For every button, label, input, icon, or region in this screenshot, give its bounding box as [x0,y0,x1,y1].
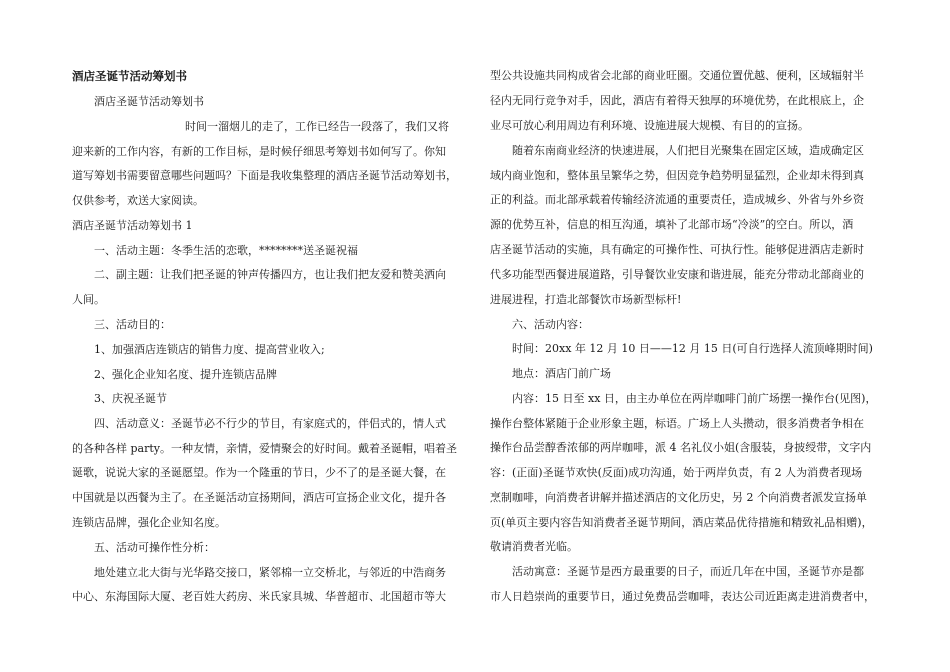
paragraph-line: 操作台品尝醇香浓郁的两岸咖啡，派 4 名礼仪小姐(含服装，身披绶带，文字内 [490,441,872,454]
paragraph-line: 正的利益。而北部承载着传输经济流通的重要责任，造成城乡、外省与外乡资 [490,193,864,206]
paragraph-line: 3、庆祝圣诞节 [94,392,167,405]
paragraph-line: 迎来新的工作内容，有新的工作目标，是时候仔细思考筹划书如何写了。你知 [72,145,446,158]
paragraph-line: 连锁店品牌，强化企业知名度。 [72,516,226,529]
paragraph-line: 活动寓意：圣诞节是西方最重要的日子，而近几年在中国，圣诞节亦是都 [512,565,864,578]
paragraph-line: 敬请消费者光临。 [490,540,578,553]
paragraph-line: 二、副主题：让我们把圣诞的钟声传播四方，也让我们把友爱和赞美洒向 [94,268,446,281]
paragraph-line: 诞歌，说说大家的圣诞愿望。作为一个隆重的节日，少不了的是圣诞大餐，在 [72,466,446,479]
paragraph-line: 店圣诞节活动的实施，具有确定的可操作性、可执行性。能够促进酒店走新时 [490,243,864,256]
paragraph-line: 径内无同行竞争对手，因此，酒店有着得天独厚的环境优势，在此根底上，企 [490,94,864,107]
paragraph-line: 进展进程，打造北部餐饮市场新型标杆! [490,293,682,306]
paragraph-line: 1、加强酒店连锁店的销售力度、提高营业收入; [94,343,325,356]
paragraph-line: 人间。 [72,293,105,306]
document-title: 酒店圣诞节活动筹划书 [72,69,187,83]
paragraph-line: 市人日趋崇尚的重要节日，通过免费品尝咖啡，表达公司近距离走进消费者中， [490,590,875,603]
paragraph-line: 三、活动目的： [94,318,171,331]
section-heading: 酒店圣诞节活动筹划书 1 [72,219,193,232]
paragraph-line: 道写筹划书需要留意哪些问题吗？下面是我收集整理的酒店圣诞节活动筹划书， [72,169,457,182]
paragraph-line: 时间：20xx 年 12 月 10 日——12 月 15 日(可自行选择人流顶峰期时间) [512,342,873,355]
paragraph-line: 源的优势互补，信息的相互沟通，填补了北部市场“冷淡”的空白。所以，酒 [490,218,854,231]
subtitle-line: 酒店圣诞节活动筹划书 [94,95,204,108]
paragraph-line: 仅供参考，欢送大家阅读。 [72,194,204,207]
paragraph-line: 中国就是以西餐为主了。在圣诞活动宣扬期间，酒店可宣扬企业文化，提升各 [72,491,446,504]
section-heading: 六、活动内容： [512,318,589,331]
paragraph-line: 烹制咖啡，向消费者讲解并描述酒店的文化历史，另 2 个向消费者派发宣扬单 [490,491,867,504]
paragraph-line: 地点：酒店门前广场 [512,367,611,380]
paragraph-line: 2、强化企业知名度、提升连锁店品牌 [94,368,277,381]
paragraph-line: 业尽可放心利用周边有利环境、设施进展大规模、有目的的宣扬。 [490,119,809,132]
paragraph-line: 容：(正面)圣诞节欢快(反面)成功沟通，始于两岸负责，有 2 人为消费者现场 [490,466,863,479]
paragraph-line: 页(单页主要内容告知消费者圣诞节期间，酒店菜品优待措施和精致礼品相赠)， [490,516,873,529]
paragraph-line: 型公共设施共同构成省会北部的商业旺圈。交通位置优越、便利，区域辐射半 [490,69,864,82]
paragraph-line: 代多功能型西餐进展道路，引导餐饮业安康和谐进展，能充分带动北部商业的 [490,268,864,281]
paragraph-line: 的各种各样 party。一种友情，亲情，爱情聚会的好时间。戴着圣诞帽，唱着圣 [72,442,457,455]
paragraph-line: 内容：15 日至 xx 日，由主办单位在两岸咖啡门前广场摆一操作台(见图)， [512,392,877,405]
paragraph-line: 一、活动主题：冬季生活的恋歌，********送圣诞祝福 [94,244,358,257]
paragraph-line: 域内商业饱和，整体虽呈繁华之势，但因竞争趋势明显猛烈，企业却未得到真 [490,169,864,182]
paragraph-line: 操作台整体紧随于企业形象主题，标语。广场上人头攒动，很多消费者争相在 [490,417,864,430]
paragraph-line: 五、活动可操作性分析： [94,541,215,554]
paragraph-line: 随着东南商业经济的快速进展，人们把目光聚集在固定区域，造成确定区 [512,144,864,157]
paragraph-line: 地处建立北大街与光华路交接口，紧邻棉一立交桥北，与邻近的中浩商务 [94,566,446,579]
paragraph-line: 四、活动意义：圣诞节必不行少的节目，有家庭式的，伴侣式的，情人式 [94,417,446,430]
paragraph-line: 中心、东海国际大厦、老百姓大药房、米氏家具城、华普超市、北国超市等大 [72,590,446,603]
paragraph-line: 时间一溜烟儿的走了，工作已经告一段落了，我们又将 [185,120,449,133]
